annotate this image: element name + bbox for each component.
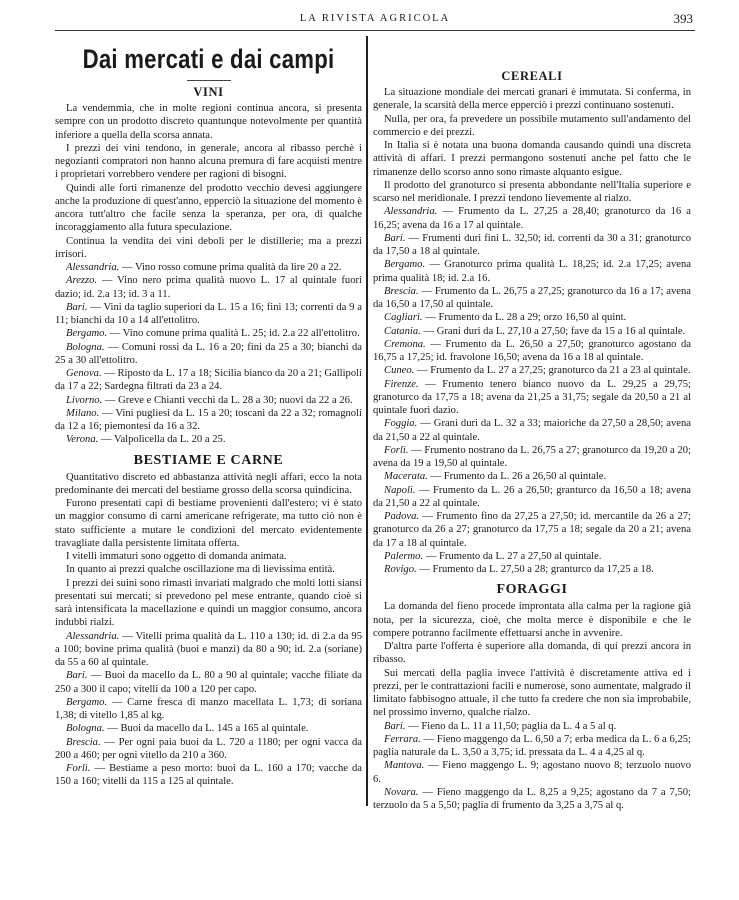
market-report bbox=[373, 510, 691, 550]
market-prices: — Vini pugliesi da L. 15 a 20; toscani da 22 a 32; romagnoli da 12 a 16; piemontesi da 16 a 32. bbox=[55, 407, 362, 432]
market-city: Genova. bbox=[66, 368, 102, 379]
section-heading: BESTIAME E CARNE bbox=[133, 452, 284, 468]
market-prices: — Vino comune prima qualità L. 25; id. 2.a 22 all'ettolitro. bbox=[107, 328, 360, 340]
market-prices: — Frumento da L. 28 a 29; orzo 16,50 al quint. bbox=[422, 312, 627, 324]
market-report bbox=[55, 433, 362, 446]
market-prices: — Fieno maggengo da L. 8,25 a 9,25; agostano da 7 a 7,50; terzuolo da 5 a 5,50; paglia di frumento da 3,25 a 3,75 al q. bbox=[373, 786, 691, 811]
market-city: Bergamo. bbox=[66, 328, 108, 340]
paragraph: Continua la vendita dei vini deboli per le distillerie; ma a prezzi irrisori. bbox=[55, 235, 362, 260]
market-report bbox=[55, 696, 362, 723]
market-prices: — Fieno da L. 11 a 11,50; paglia da L. 4 a 5 al q. bbox=[405, 720, 617, 732]
paragraph: Quindi alle forti rimanenze del prodotto vecchio devesi aggiungere anche la produzione di quest'anno, epperciò la situazione del momento è ancora tutt'altro che facile senza la speranza, per ora, di qualche incoraggiamento alla futura speculazione. bbox=[55, 182, 362, 234]
market-report bbox=[373, 311, 691, 324]
market-city: Bergamo. bbox=[66, 696, 108, 708]
paragraph: La domanda del fieno procede improntata alla calma per la ragione già nota, per la sicurezza, cioè, che molta merce è disponibile e che le compere potranno facilmente effettuarsi anche in avvenire. bbox=[373, 601, 691, 639]
market-report bbox=[55, 669, 362, 696]
market-city: Forlì. bbox=[384, 444, 409, 456]
market-city: Catania. bbox=[384, 325, 421, 337]
market-city: Firenze. bbox=[384, 378, 419, 390]
market-prices: — Carne fresca di manzo macellata L. 1,73; di soriana 1,38; di vitello 1,85 al kg. bbox=[55, 696, 362, 721]
market-city: Macerata. bbox=[384, 471, 428, 483]
market-prices: — Greve e Chianti vecchi da L. 28 a 30; nuovi da 22 a 26. bbox=[102, 394, 353, 406]
market-prices: — Frumento da L. 27,25 a 28,40; granoturco da 16 a 16,25; avena da 16 a 17 al quintale. bbox=[373, 206, 691, 231]
paragraph: La situazione mondiale dei mercati granari è immutata. Si conferma, in generale, la scarsità della merce epperciò i prezzi continuano sostenuti. bbox=[373, 87, 691, 112]
market-city: Cagliari. bbox=[384, 312, 423, 324]
market-report bbox=[373, 232, 691, 259]
market-report bbox=[55, 301, 362, 328]
column-divider bbox=[366, 36, 368, 806]
market-report bbox=[55, 630, 362, 670]
market-report bbox=[373, 470, 691, 483]
market-prices: — Comuni rossi da L. 16 a 20; fini da 25 a 30; bianchi da 25 a 30 all'ettolitro. bbox=[55, 341, 362, 366]
market-city: Alessandria. bbox=[66, 630, 120, 642]
market-city: Alessandria. bbox=[66, 262, 120, 273]
market-prices: — Frumento da L. 26 a 26,50; granturco da 16,50 a 18; avena da 21,50 a 22 al quintale. bbox=[373, 484, 691, 509]
paragraph: In Italia si è notata una buona domanda causando quindi una discreta attività di affari. I prezzi permangono sostenuti anche pel fatto che le rimanenze dello scorso anno sono rimaste alquanto esigue. bbox=[373, 140, 691, 178]
title-rule bbox=[187, 80, 231, 81]
left-column bbox=[55, 40, 362, 789]
paragraph: La vendemmia, che in molte regioni continua ancora, si presenta sempre con un prodotto discreto quantunque notevolmente per quantità inferiore a quella della scorsa annata. bbox=[55, 103, 362, 141]
market-report bbox=[373, 550, 691, 563]
market-report bbox=[55, 261, 362, 274]
paragraph: In quanto ai prezzi qualche oscillazione ma di lievissima entità. bbox=[66, 564, 335, 576]
market-city: Ferrara. bbox=[384, 733, 421, 745]
journal-title: LA RIVISTA AGRICOLA bbox=[299, 13, 451, 24]
running-header bbox=[55, 10, 695, 31]
market-prices: — Vino nero prima qualità nuovo L. 17 al quintale fuori dazio; id. 2.a 13; id. 3 a 11. bbox=[55, 275, 362, 300]
market-report bbox=[373, 417, 691, 444]
market-city: Mantova. bbox=[384, 760, 425, 772]
market-city: Verona. bbox=[66, 434, 99, 446]
market-city: Forlì. bbox=[66, 763, 91, 774]
market-city: Padova. bbox=[384, 511, 420, 522]
market-report bbox=[373, 285, 691, 312]
section-heading: VINI bbox=[193, 85, 224, 99]
market-report bbox=[373, 786, 691, 813]
market-city: Foggia. bbox=[384, 418, 418, 430]
market-report bbox=[373, 378, 691, 418]
market-report bbox=[373, 205, 691, 232]
market-city: Milano. bbox=[66, 407, 100, 419]
market-city: Napoli. bbox=[384, 484, 416, 496]
market-report bbox=[55, 394, 362, 407]
market-prices: — Frumenti duri fini L. 32,50; id. correnti da 30 a 31; granoturco da 17,50 a 18 al quintale. bbox=[373, 232, 691, 257]
market-report bbox=[373, 364, 691, 377]
market-report bbox=[373, 444, 691, 471]
market-prices: — Fieno maggengo L. 9; agostano nuovo 8; terzuolo nuovo 6. bbox=[373, 760, 691, 785]
paragraph: I prezzi dei vini tendono, in generale, ancora al ribasso perchè i negozianti compratori non hanno alcuna premura di fare acquisti mentre i proprietari vorrebbero vendere per ragioni di bisogni. bbox=[55, 142, 362, 181]
paragraph: Il prodotto del granoturco si presenta abbondante nell'Italia superiore e scarso nel meridionale. I prezzi tendono lievemente al rialzo. bbox=[373, 179, 691, 204]
market-prices: — Frumento da L. 27 a 27,25; granoturco da 21 a 23 al quintale. bbox=[414, 365, 691, 377]
market-prices: — Frumento da L. 26,50 a 27,50; granoturco agostano da 16,75 a 17,25; id. fravolone 16,50; avena da 16 a 18 al quintale. bbox=[373, 338, 691, 363]
market-city: Palermo. bbox=[384, 550, 424, 562]
market-city: Bari. bbox=[66, 301, 88, 313]
market-report bbox=[55, 367, 362, 394]
market-city: Cremona. bbox=[384, 338, 426, 350]
market-report bbox=[373, 338, 691, 365]
market-prices: — Vini da taglio superiori da L. 15 a 16; fini 13; correnti da 9 a 11; bianchi da 10 a 14 all'ettolitro. bbox=[55, 301, 362, 326]
market-report bbox=[373, 325, 691, 338]
market-prices: — Grani duri da L. 32 a 33; maioriche da 27,50 a 28,50; avena da 21,50 a 22 al quintale. bbox=[373, 418, 691, 443]
page-number: 393 bbox=[673, 11, 693, 26]
market-report bbox=[55, 736, 362, 763]
market-report bbox=[373, 484, 691, 511]
market-prices: — Bestiame a peso morto: buoi da L. 160 a 170; vacche da 150 a 160; vitelli da 115 a 125 al quintale. bbox=[55, 763, 362, 788]
market-report bbox=[373, 258, 691, 285]
market-prices: — Vino rosso comune prima qualità da lire 20 a 22. bbox=[119, 262, 342, 273]
market-report bbox=[373, 733, 691, 760]
market-city: Bologna. bbox=[66, 723, 105, 735]
section-heading: CEREALI bbox=[501, 69, 563, 83]
paragraph: Sui mercati della paglia invece l'attività è discretamente attiva ed i prezzi, per le contrattazioni facili e numerose, sono aumentate, malgrado il limitato fabbisogno attuale, il che tutto fa credere che non sia improbabile, nel prossimo inverno, qualche rialzo. bbox=[373, 667, 691, 719]
market-prices: — Valpolicella da L. 20 a 25. bbox=[98, 434, 226, 446]
market-city: Bologna. bbox=[66, 341, 105, 353]
market-prices: — Fieno maggengo da L. 6,50 a 7; erba medica da L. 6 a 6,25; paglia naturale da L. 3,50 a 3,75; id. pressata da L. 4 a 4,25 al q. bbox=[373, 733, 691, 758]
market-prices: — Riposto da L. 17 a 18; Sicilia bianco da 20 a 21; Gallipoli da 17 a 22; Sardegna filtrati da 23 a 24. bbox=[55, 368, 362, 393]
article-title: Dai mercati e dai campi bbox=[82, 44, 335, 74]
market-city: Alessandria. bbox=[384, 206, 438, 218]
market-prices: — Frumento da L. 27,50 a 28; granturco da 17,25 a 18. bbox=[416, 564, 654, 575]
paragraph: I vitelli immaturi sono oggetto di domanda animata. bbox=[66, 551, 287, 562]
market-city: Arezzo. bbox=[66, 275, 98, 287]
market-city: Bari. bbox=[384, 232, 406, 244]
paragraph: I prezzi dei suini sono rimasti invariati malgrado che molti lotti siansi presentati sui mercati; si prevedono pel mese entrante, quando cioè si sarà intensificata la macellazione e quindi un maggior consumo, ancora indubbi rialzi. bbox=[55, 577, 362, 629]
market-prices: — Vitelli prima qualità da L. 110 a 130; id. di 2.a da 95 a 100; bovine prima qualità (buoi e manzi) da 80 a 90; id. 2.a (soriane) da 55 a 60 al quintale. bbox=[55, 630, 362, 668]
market-prices: — Grani duri da L. 27,10 a 27,50; fave da 15 a 16 al quintale. bbox=[420, 325, 686, 337]
paragraph: Quantitativo discreto ed abbastanza attività negli affari, ecco la nota predominante dei mercati del bestiame grosso della scorsa quindicina. bbox=[55, 471, 362, 496]
market-report bbox=[373, 720, 691, 733]
market-prices: — Per ogni paia buoi da L. 720 a 1180; per ogni vacca da 200 a 460; per ogni vitello da 210 a 360. bbox=[55, 736, 362, 761]
market-city: Novara. bbox=[384, 786, 419, 798]
market-city: Rovigo. bbox=[384, 564, 417, 575]
market-prices: — Granoturco prima qualità L. 18,25; id. 2.a 17,25; avena prima qualità 18; id. 2.a 16. bbox=[373, 259, 691, 284]
market-prices: — Frumento da L. 27 a 27,50 al quintale. bbox=[423, 550, 602, 562]
market-prices: — Buoi da macello da L. 145 a 165 al quintale. bbox=[104, 723, 309, 735]
market-city: Bari. bbox=[66, 670, 88, 682]
paragraph: D'altra parte l'offerta è superiore alla domanda, di qui prezzi ancora in ribasso. bbox=[373, 641, 691, 666]
market-city: Bari. bbox=[384, 720, 406, 732]
market-city: Cuneo. bbox=[384, 365, 415, 377]
market-city: Brescia. bbox=[384, 285, 419, 297]
market-prices: — Frumento da L. 26,75 a 27,25; granoturco da 16 a 17; avena da 16,50 a 17,50 al quintale. bbox=[373, 285, 691, 310]
market-report bbox=[55, 407, 362, 434]
market-prices: — Frumento tenero bianco nuovo da L. 29,25 a 29,75; granoturco da 17,75 a 18; avena da 21,25 a 31,75; segale da 20,50 a 21 al quintale fuori dazio. bbox=[373, 378, 691, 416]
market-prices: — Buoi da macello da L. 80 a 90 al quintale; vacche filiate da 250 a 300 il capo; vitelli da 100 a 120 per capo. bbox=[55, 670, 362, 695]
market-city: Brescia. bbox=[66, 736, 101, 748]
market-report bbox=[55, 274, 362, 301]
market-prices: — Frumento fino da 27,25 a 27,50; id. mercantile da 26 a 27; granoturco da 26 a 27; granoturco da 17,75 a 18; segale da 20 a 21; avena da 17 a 18 al quintale. bbox=[373, 511, 691, 549]
market-city: Bergamo. bbox=[384, 259, 426, 271]
right-column bbox=[373, 66, 691, 812]
market-report bbox=[55, 722, 362, 735]
market-report bbox=[55, 341, 362, 368]
paragraph: Nulla, per ora, fa prevedere un possibile mutamento sull'andamento del commercio e dei prezzi. bbox=[373, 113, 691, 138]
market-report bbox=[373, 759, 691, 786]
market-report bbox=[55, 762, 362, 789]
market-city: Livorno. bbox=[66, 394, 103, 406]
paragraph: Furono presentati capi di bestiame provenienti dall'estero; vi è stato un maggior consumo di carni americane refrigerate, ma tutto ciò non è stato sufficiente a mutare le condizioni del mercato evidentemente travagliate dalla persistente limitata offerta. bbox=[55, 498, 362, 549]
section-heading: FORAGGI bbox=[496, 582, 568, 598]
market-prices: — Frumento da L. 26 a 26,50 al quintale. bbox=[427, 471, 607, 483]
market-prices: — Frumento nostrano da L. 26,75 a 27; granoturco da 19,20 a 20; avena da 19 a 19,50 al quintale. bbox=[373, 444, 691, 469]
market-report bbox=[55, 327, 362, 340]
market-report bbox=[373, 563, 691, 576]
